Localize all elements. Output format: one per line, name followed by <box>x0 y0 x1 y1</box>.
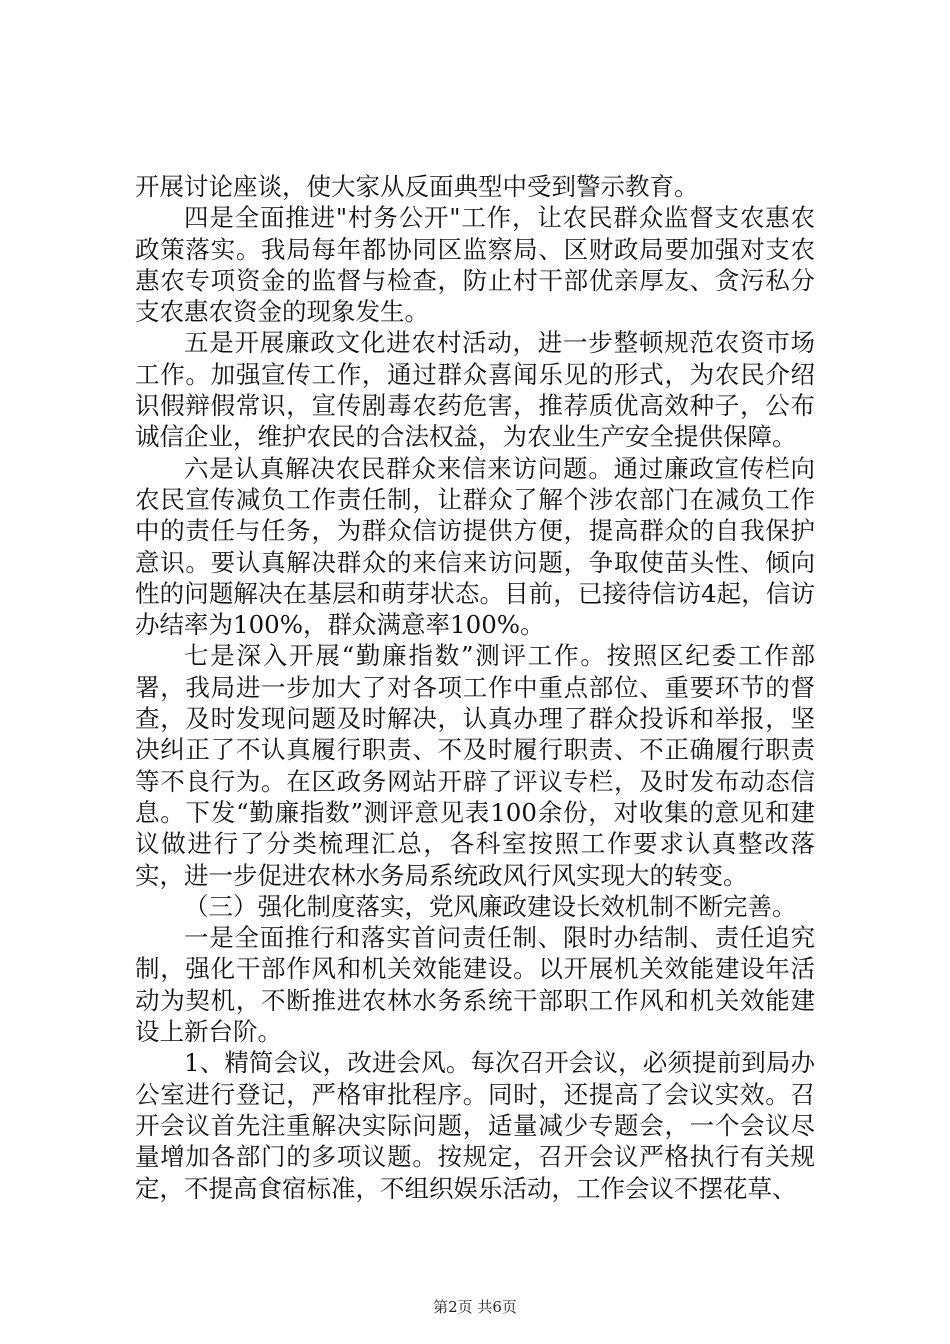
paragraph: 开展讨论座谈，使大家从反面典型中受到警示教育。 <box>135 172 699 201</box>
paragraph: 四是全面推进"村务公开"工作，让农民群众监督支农惠农政策落实。我局每年都协同区监察局、区财政局要加强对支农惠农专项资金的监督与检查，防止村干部优亲厚友、贪污私分支农惠农资金的现象发生。 <box>135 203 815 327</box>
section-heading: （三）强化制度落实，党风廉政建设长效机制不断完善。 <box>184 891 797 921</box>
paragraph: 一是全面推行和落实首问责任制、限时办结制、责任追究制，强化干部作风和机关效能建设。以开展机关效能建设年活动为契机，不断推进农林水务系统干部职工作风和机关效能建设上新台阶。 <box>135 923 815 1047</box>
page-number-footer: 第2页 共6页 <box>433 1298 517 1316</box>
document-body <box>135 171 815 1204</box>
paragraph: 五是开展廉政文化进农村活动，进一步整顿规范农资市场工作。加强宣传工作，通过群众喜闻乐见的形式，为农民介绍识假辩假常识，宣传剧毒农药危害，推荐质优高效种子，公布诚信企业，维护农民的合法权益，为农业生产安全提供保障。 <box>135 328 815 452</box>
paragraph: 七是深入开展“勤廉指数”测评工作。按照区纪委工作部署，我局进一步加大了对各项工作中重点部位、重要环节的督查，及时发现问题及时解决，认真办理了群众投诉和举报，坚决纠正了不认真履行职责、不及时履行职责、不正确履行职责等不良行为。在区政务网站开辟了评议专栏，及时发布动态信息。下发“勤廉指数”测评意见表100余份，对收集的意见和建议做进行了分类梳理汇总，各科室按照工作要求认真整改落实，进一步促进农林水务局系统政风行风实现大的转变。 <box>135 641 815 890</box>
paragraph: 1、精简会议，改进会风。每次召开会议，必须提前到局办公室进行登记，严格审批程序。同时，还提高了会议实效。召开会议首先注重解决实际问题，适量减少专题会，一个会议尽量增加各部门的多项议题。按规定，召开会议严格执行有关规定，不提高食宿标准，不组织娱乐活动，工作会议不摆花草、 <box>135 1048 815 1203</box>
paragraph: 六是认真解决农民群众来信来访问题。通过廉政宣传栏向农民宣传减负工作责任制，让群众了解个涉农部门在减负工作中的责任与任务，为群众信访提供方便，提高群众的自我保护意识。要认真解决群众的来信来访问题，争取使苗头性、倾向性的问题解决在基层和萌芽状态。目前，已接待信访4起，信访办结率为100%，群众满意率100%。 <box>135 453 815 640</box>
